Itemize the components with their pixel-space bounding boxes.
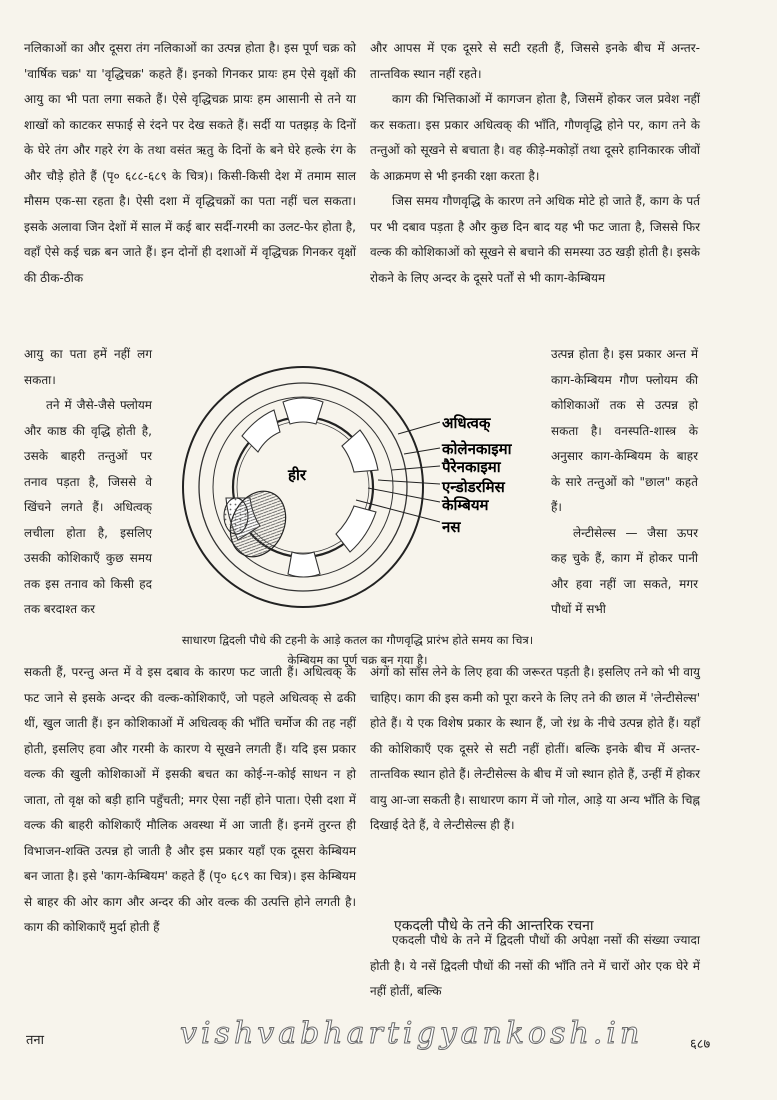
vascular-bundle bbox=[288, 552, 320, 577]
label-cambium: केम्बियम bbox=[442, 496, 489, 514]
watermark: vishvabhartigyankosh.in bbox=[180, 1016, 644, 1051]
running-footer: तना bbox=[26, 1033, 44, 1048]
left-column-narrow bbox=[24, 342, 152, 623]
right-column-narrow bbox=[551, 342, 698, 623]
paragraph: आयु का पता हमें नहीं लग सकता। bbox=[24, 347, 152, 387]
paragraph: अंगों को साँस लेने के लिए हवा की जरूरत पड़ती है। इसलिए तने को भी वायु चाहिए। काग की इस कमी को पूरा करने के लिए तने की छाल में 'लेन्टीसेल्स' होते हैं। ये एक विशेष प्रकार के स्थान हैं, जो रंध्र के नीचे उत्पन्न होते हैं। यहाँ की कोशिकाएँ एक दूसरे से सटी नहीं होतीं। बल्कि इनके बीच में अन्तर-तान्तविक स्थान होते हैं। लेन्टीसेल्स के बीच में जो स्थान होते हैं, उन्हीं में होकर वायु आ-जा सकती है। साधारण काग में जो गोल, आड़े या अन्य भाँति के चिह्न दिखाई देते हैं, वे लेन्टीसेल्स ही हैं। bbox=[370, 665, 700, 832]
right-column-section-body bbox=[370, 928, 700, 1005]
label-endodermis: एन्डोडरमिस bbox=[442, 478, 505, 496]
label-epidermis: अधित्वक् bbox=[442, 414, 491, 432]
right-column-bottom bbox=[370, 660, 700, 839]
vascular-bundle bbox=[283, 398, 323, 424]
left-column-top bbox=[24, 36, 356, 291]
label-parenchyma: पैरेनकाइमा bbox=[442, 458, 501, 476]
vascular-bundle bbox=[342, 430, 378, 472]
right-column-top bbox=[370, 36, 700, 291]
paragraph: उत्पन्न होता है। इस प्रकार अन्त में काग-केम्बियम गौण फ्लोयम की कोशिकाओं तक से उत्पन्न हो सकता है। वनस्पति-शास्त्र के अनुसार काग-केम्बियम के बाहर के सारे तन्तुओं को "छाल" कहते हैं। bbox=[551, 347, 698, 514]
label-vein: नस bbox=[442, 518, 461, 536]
paragraph: तने में जैसे-जैसे फ्लोयम और काष्ठ की वृद्धि होती है, उसके बाहरी तन्तुओं पर तनाव पड़ता है, जिससे वे खिंचने लगते हैं। अधित्वक् लचीला होता है, इसलिए उसकी कोशिकाएँ कुछ समय तक इस तनाव को किसी हद तक बरदाश्त कर bbox=[24, 398, 152, 616]
xylem-patch bbox=[224, 498, 248, 534]
page-number: ६८७ bbox=[690, 1037, 711, 1052]
paragraph: एकदली पौधे के तने में द्विदली पौधों की अपेक्षा नसों की संख्या ज्यादा होती है। ये नसें द्विदली पौधों की नसों की भाँति तने में चारों ओर एक घेरे में नहीं होतीं, बल्कि bbox=[370, 933, 700, 998]
label-pith: हीर bbox=[288, 466, 306, 484]
paragraph: और आपस में एक दूसरे से सटी रहती हैं, जिससे इनके बीच में अन्तर-तान्तविक स्थान नहीं रहते। bbox=[370, 41, 700, 81]
paragraph: जिस समय गौणवृद्धि के कारण तने अधिक मोटे हो जाते हैं, काग के पर्त पर भी दबाव पड़ता है और कुछ दिन बाद यह भी फट जाता है, जिससे फिर वल्क की कोशिकाओं को सूखने से बचाने की समस्या उठ खड़ी होती है। इसके रोकने के लिए अन्दर के दूसरे पर्तों से भी काग-केम्बियम bbox=[370, 194, 700, 285]
left-column-bottom bbox=[24, 660, 356, 941]
stem-cross-section-diagram bbox=[178, 352, 550, 624]
diagram-caption: साधारण द्विदली पौधे की टहनी के आड़े कतल का गौणवृद्धि प्रारंभ होते समय का चित्र। केम्बियम का पूर्ण चक्र बन गया है। bbox=[181, 633, 534, 667]
paragraph: नलिकाओं का और दूसरा तंग नलिकाओं का उत्पन्न होता है। इस पूर्ण चक्र को 'वार्षिक चक्र' या 'वृद्धिचक्र' कहते हैं। इनको गिनकर प्रायः हम ऐसे वृक्षों की आयु का भी पता लगा सकते हैं। ऐसे वृद्धिचक्र प्रायः हम आसानी से तने या शाखों को काटकर सफाई से रंदने पर देख सकते हैं। सर्दी या पतझड़ के दिनों के घेरे तंग और गहरे रंग के तथा वसंत ऋतु के दिनों के बने घेरे हल्के रंग के और चौड़े होते हैं (पृ० ६८८-६८९ के चित्र)। किसी-किसी देश में तमाम साल मौसम एक-सा रहता है। ऐसी दशा में वृद्धिचक्रों का पता नहीं चल सकता। इसके अलावा जिन देशों में साल में कई बार सर्दी-गरमी का उलट-फेर होता है, वहाँ ऐसे कई चक्र बन जाते हैं। इन दोनों ही दशाओं में वृद्धिचक्र गिनकर वृक्षों की ठीक-ठीक bbox=[24, 41, 356, 285]
paragraph: सकती हैं, परन्तु अन्त में वे इस दबाव के कारण फट जाती हैं। अधित्वक् के फट जाने से इसके अन्दर की वल्क-कोशिकाएँ, जो पहले अधित्वक् से ढकी थीं, खुल जाती हैं। इन कोशिकाओं में अधित्वक् की भाँति चर्मोज की तह नहीं होती, इसलिए हवा और गरमी के कारण ये सूखने लगती हैं। यदि इस प्रकार वल्क की खुली कोशिकाओं में इसकी बचत का कोई-न-कोई साधन न हो जाता, तो वृक्ष को बड़ी हानि पहुँचती; मगर ऐसा नहीं होने पाता। ऐसी दशा में वल्क की बाहरी कोशिकाएँ मौलिक अवस्था में आ जाती हैं। इनमें तुरन्त ही विभाजन-शक्ति उत्पन्न हो जाती है और इस प्रकार यहाँ एक दूसरा केम्बियम बन जाता है। इसे 'काग-केम्बियम' कहते हैं (पृ० ६८९ का चित्र)। इस केम्बियम से बाहर की ओर काग और अन्दर की ओर वल्क की उत्पत्ति होने लगती है। काग की कोशिकाएँ मुर्दा होती हैं bbox=[24, 665, 356, 934]
paragraph: लेन्टीसेल्स — जैसा ऊपर कह चुके हैं, काग में होकर पानी और हवा नहीं जा सकते, मगर पौधों में सभी bbox=[551, 525, 698, 616]
paragraph: काग की भित्तिकाओं में कागजन होता है, जिसमें होकर जल प्रवेश नहीं कर सकता। इस प्रकार अधित्वक् की भाँति, गौणवृद्धि होने पर, काग तने के तन्तुओं को सूखने से बचाता है। वह कीड़े-मकोड़ों तथा दूसरे हानिकारक जीवों के आक्रमण से भी इनकी रक्षा करता है। bbox=[370, 92, 700, 183]
section-heading: एकदली पौधे के तने की आन्तरिक रचना bbox=[394, 918, 594, 934]
label-collenchyma: कोलेनकाइमा bbox=[442, 440, 512, 458]
